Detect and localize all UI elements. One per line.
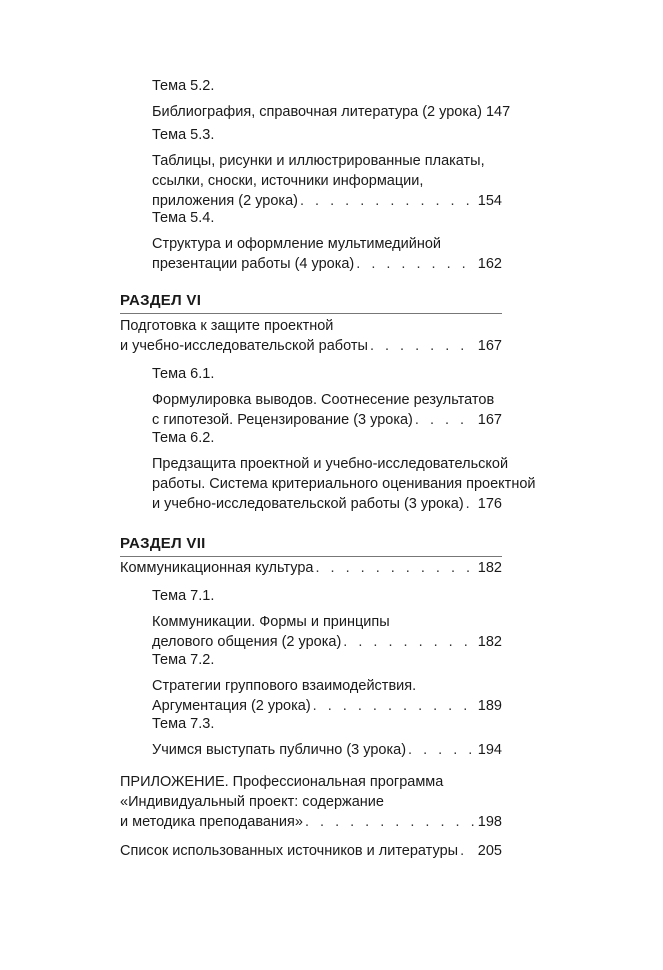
topic-label: Тема 7.3. <box>152 716 215 732</box>
appendix-title-line: ПРИЛОЖЕНИЕ. Профессиональная программа <box>120 774 444 790</box>
topic-title-line: работы. Система критериального оценивания проектной <box>152 476 536 492</box>
page-number: 182 <box>477 560 502 576</box>
topic-title-line: Формулировка выводов. Соотнесение результатов <box>152 392 495 408</box>
page-number: 198 <box>477 814 502 830</box>
topic-title-line: приложения (2 урока) <box>152 193 298 209</box>
toc-entry-line <box>120 812 502 832</box>
topic-title-line: Аргументация (2 урока) <box>152 698 311 714</box>
topic-label: Тема 5.3. <box>152 127 215 143</box>
page-number: 167 <box>477 338 502 354</box>
page-number: 147 <box>485 104 511 120</box>
toc-topic-7-3[interactable] <box>152 714 502 760</box>
leader-dots <box>343 632 476 652</box>
toc-entry-line <box>120 336 502 356</box>
leader-dots <box>460 841 476 861</box>
topic-title-line: Библиография, справочная литература (2 урока) <box>152 104 482 120</box>
leader-dots <box>370 336 476 356</box>
section-heading-6: РАЗДЕЛ VI <box>120 292 202 309</box>
topic-title-line: и учебно-исследовательской работы (3 урока) <box>152 496 464 512</box>
topic-title-line: Учимся выступать публично (3 урока) <box>152 742 407 758</box>
toc-topic-5-3[interactable] <box>152 125 502 211</box>
topic-title-line: ссылки, сноски, источники информации, <box>152 173 424 189</box>
topic-title-line: делового общения (2 урока) <box>152 634 342 650</box>
section-divider <box>120 556 502 557</box>
toc-section-7-entry[interactable] <box>120 558 502 578</box>
toc-entry-line <box>152 410 502 430</box>
topic-title-line: Стратегии группового взаимодействия. <box>152 678 417 694</box>
toc-topic-7-1[interactable] <box>152 586 502 652</box>
toc-entry-line <box>152 494 502 514</box>
page-number: 182 <box>477 634 502 650</box>
toc-topic-7-2[interactable] <box>152 650 502 716</box>
section-title-line: Коммуникационная культура <box>120 560 314 576</box>
toc-topic-5-2[interactable] <box>152 76 511 122</box>
topic-label: Тема 7.2. <box>152 652 215 668</box>
toc-entry-line <box>152 696 502 716</box>
leader-dots <box>466 494 476 514</box>
topic-title-line: Предзащита проектной и учебно-исследовательской <box>152 456 509 472</box>
leader-dots <box>313 696 476 716</box>
topic-label: Тема 6.2. <box>152 430 215 446</box>
toc-entry-line <box>120 558 502 578</box>
leader-dots <box>408 740 476 760</box>
toc-topic-6-1[interactable] <box>152 364 502 430</box>
toc-entry-line <box>152 632 502 652</box>
page-number: 205 <box>477 843 502 859</box>
section-heading-7: РАЗДЕЛ VII <box>120 535 206 552</box>
leader-dots <box>305 812 476 832</box>
topic-label: Тема 5.2. <box>152 78 215 94</box>
toc-entry-line <box>120 841 502 861</box>
toc-entry-line <box>152 740 502 760</box>
topic-title-line: Коммуникации. Формы и принципы <box>152 614 390 630</box>
topic-title-line: презентации работы (4 урока) <box>152 256 355 272</box>
toc-appendix-entry[interactable] <box>120 772 502 832</box>
page-number: 189 <box>477 698 502 714</box>
topic-title-line: Таблицы, рисунки и иллюстрированные плакаты, <box>152 153 485 169</box>
page-number: 194 <box>477 742 502 758</box>
toc-entry-line <box>152 254 502 274</box>
appendix-title-line: и методика преподавания» <box>120 814 303 830</box>
topic-title-line: Структура и оформление мультимедийной <box>152 236 441 252</box>
topic-label: Тема 7.1. <box>152 588 215 604</box>
toc-section-6-entry[interactable] <box>120 316 502 356</box>
references-title-line: Список использованных источников и литературы <box>120 843 459 859</box>
page-number: 154 <box>477 193 502 209</box>
topic-title-line: с гипотезой. Рецензирование (3 урока) <box>152 412 413 428</box>
section-title-line: и учебно-исследовательской работы <box>120 338 368 354</box>
section-divider <box>120 313 502 314</box>
toc-references-entry[interactable] <box>120 841 502 861</box>
page-number: 162 <box>477 256 502 272</box>
leader-dots <box>415 410 476 430</box>
toc-topic-6-2[interactable] <box>152 428 536 514</box>
page-number: 167 <box>477 412 502 428</box>
page-number: 176 <box>477 496 502 512</box>
leader-dots <box>356 254 476 274</box>
topic-label: Тема 6.1. <box>152 366 215 382</box>
toc-topic-5-4[interactable] <box>152 208 502 274</box>
topic-label: Тема 5.4. <box>152 210 215 226</box>
appendix-title-line: «Индивидуальный проект: содержание <box>120 794 384 810</box>
toc-entry-line <box>152 102 511 122</box>
section-title-line: Подготовка к защите проектной <box>120 318 334 334</box>
leader-dots <box>315 558 475 578</box>
